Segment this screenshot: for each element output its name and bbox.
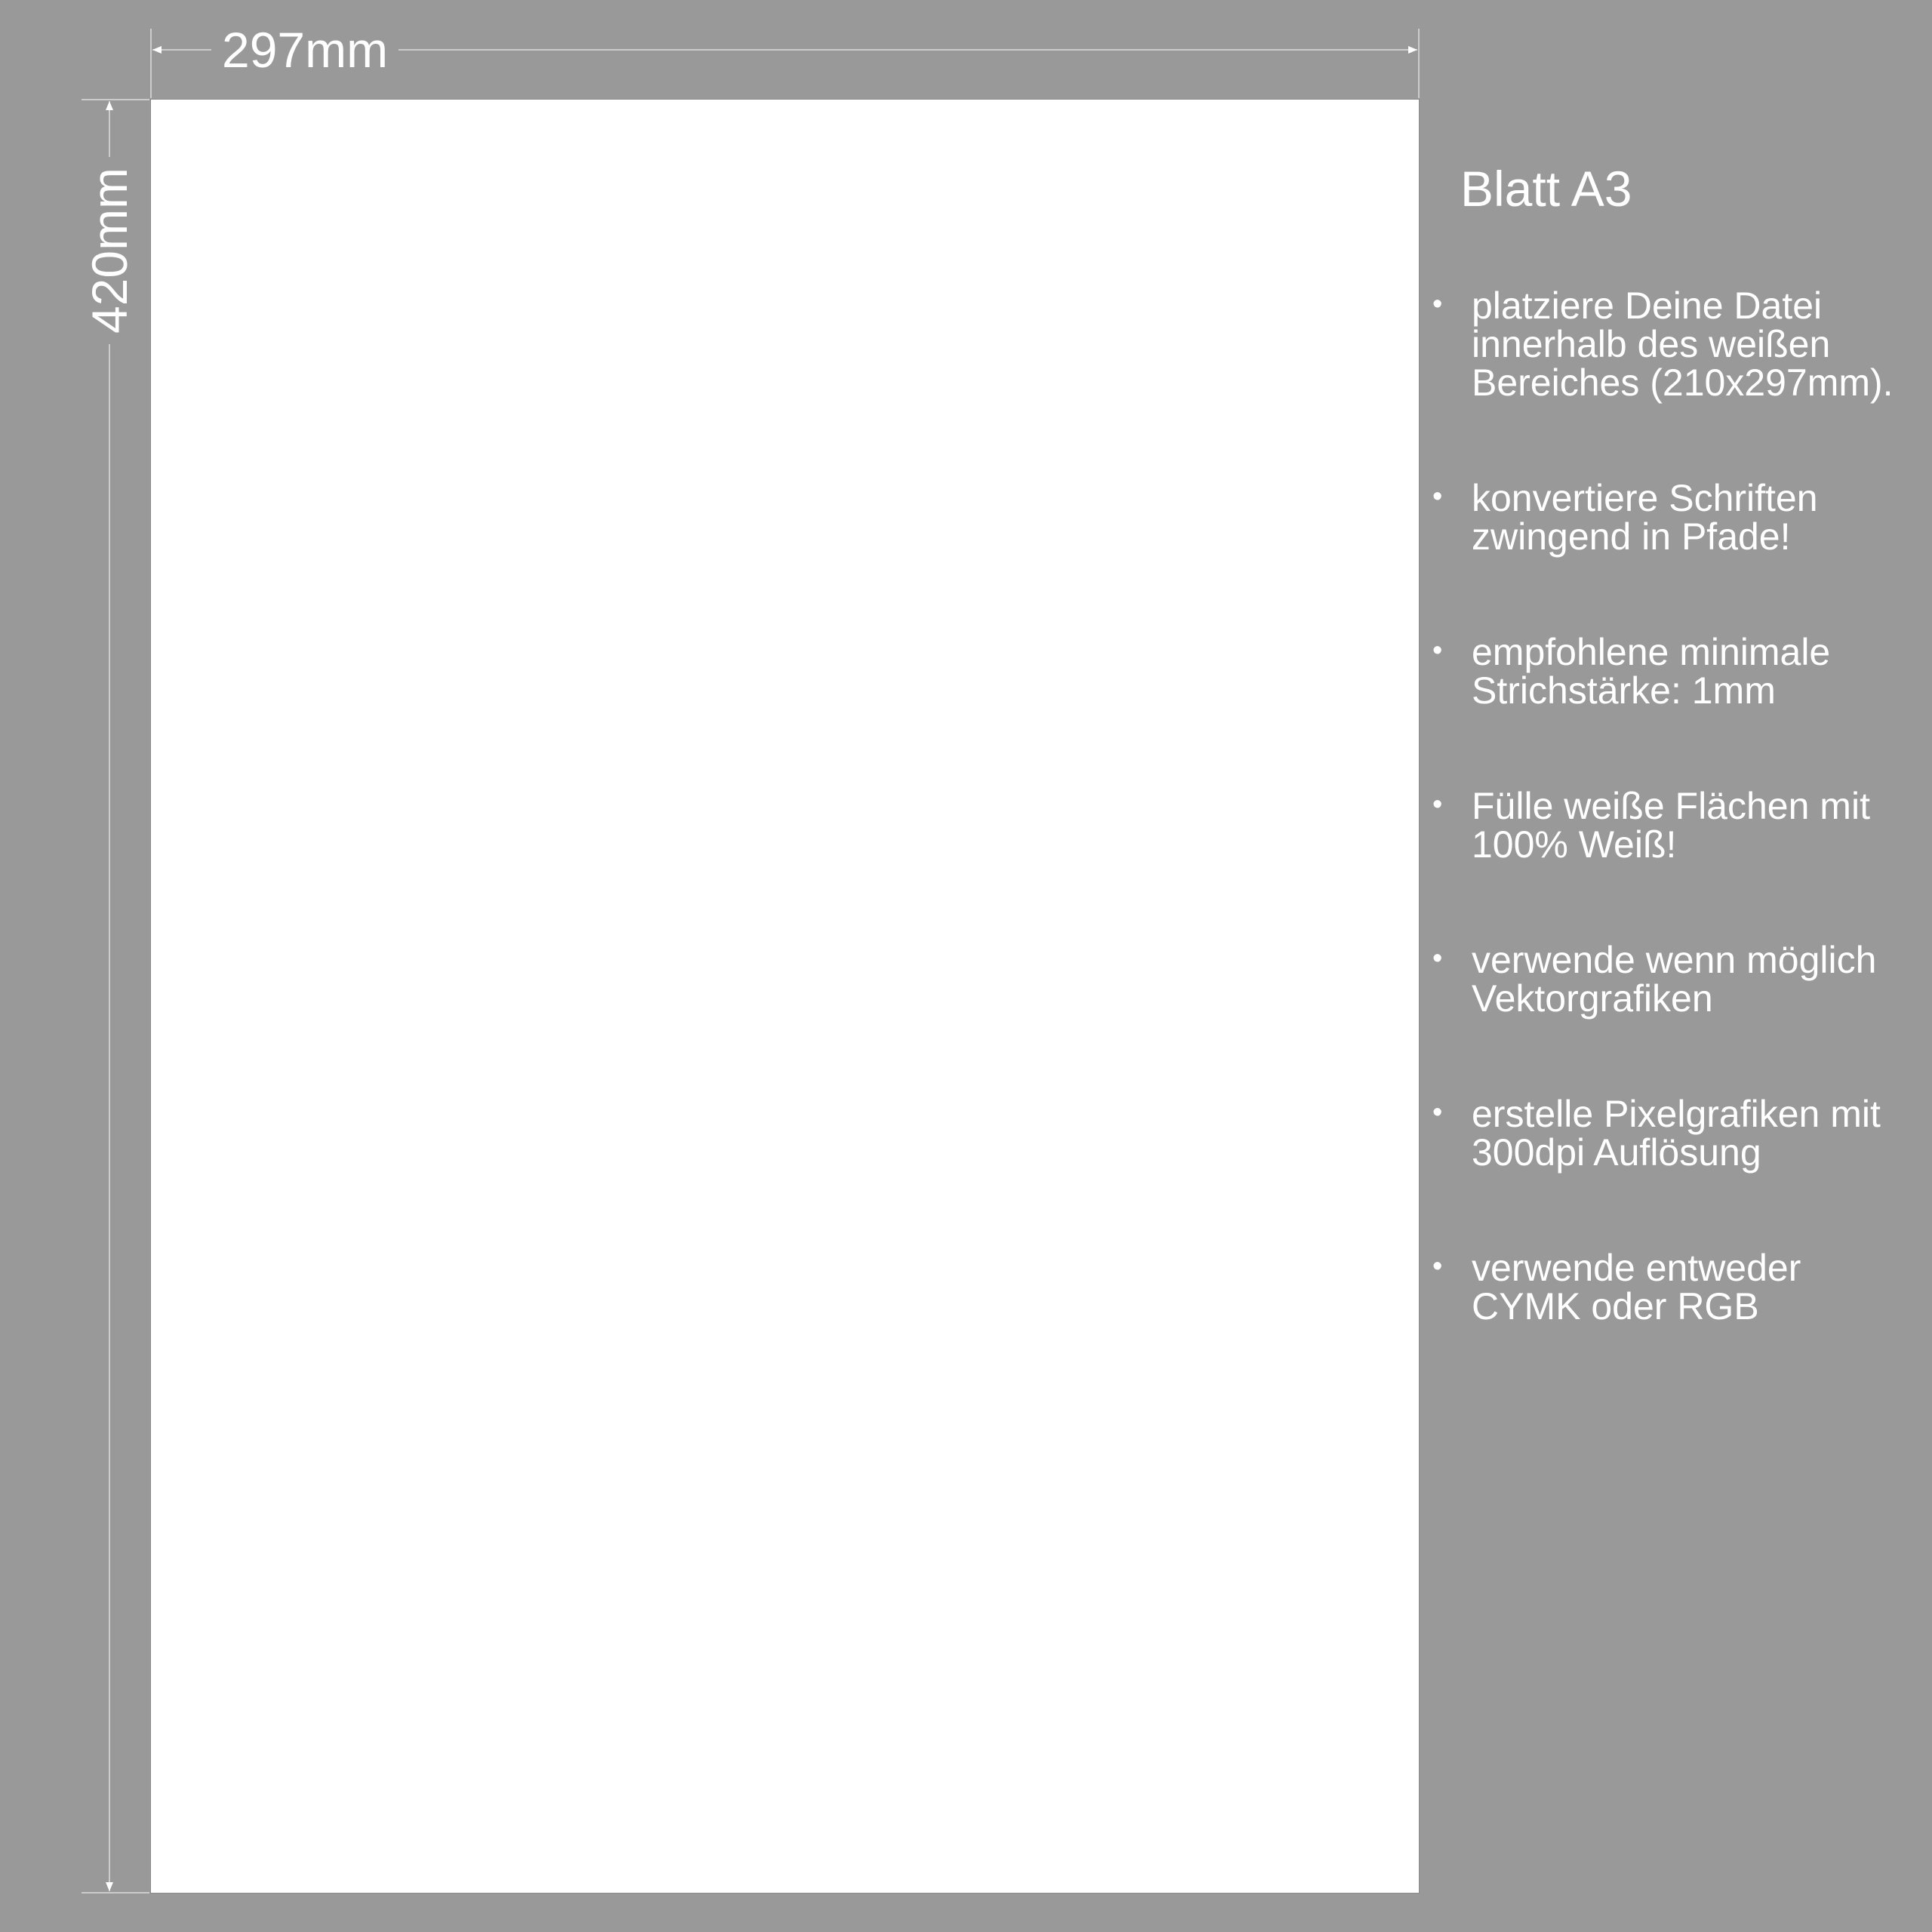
hint-item xyxy=(1432,1093,1913,1174)
sheet-title: Blatt A3 xyxy=(1460,161,1632,217)
bullet-icon: • xyxy=(1432,635,1443,666)
hint-item xyxy=(1432,1247,1913,1327)
hint-text: erstelle Pixelgrafiken mit 300dpi Auflösung xyxy=(1472,1093,1881,1174)
hint-text: empfohlene minimale Strichstärke: 1mm xyxy=(1472,631,1831,712)
bullet-icon: • xyxy=(1432,1251,1443,1282)
bullet-icon: • xyxy=(1432,288,1443,320)
hint-item xyxy=(1432,939,1913,1020)
hint-text: Fülle weiße Flächen mit 100% Weiß! xyxy=(1472,785,1870,866)
hint-list xyxy=(1432,285,1913,1327)
height-arrow-bottom xyxy=(106,1882,113,1891)
a3-sheet-white-area xyxy=(151,100,1419,1893)
bullet-icon: • xyxy=(1432,481,1443,512)
height-arrow-top xyxy=(106,101,113,110)
hint-item xyxy=(1432,631,1913,712)
width-arrow-right xyxy=(1408,46,1417,54)
hint-item xyxy=(1432,785,1913,866)
hint-item xyxy=(1432,285,1913,404)
width-arrow-left xyxy=(152,46,162,54)
hint-text: konvertiere Schriften zwingend in Pfade! xyxy=(1472,477,1818,558)
hint-text: platziere Deine Datei innerhalb des weißen Bereiches (210x297mm). xyxy=(1472,285,1894,404)
bullet-icon: • xyxy=(1432,943,1443,974)
height-label: 420mm xyxy=(79,157,140,344)
instructions-panel xyxy=(1432,160,1913,1403)
bullet-icon: • xyxy=(1432,1097,1443,1128)
hint-text: verwende entweder CYMK oder RGB xyxy=(1472,1247,1801,1327)
hint-text: verwende wenn möglich Vektorgrafiken xyxy=(1472,939,1877,1020)
width-label: 297mm xyxy=(211,20,398,80)
hint-item xyxy=(1432,477,1913,558)
bullet-icon: • xyxy=(1432,789,1443,820)
